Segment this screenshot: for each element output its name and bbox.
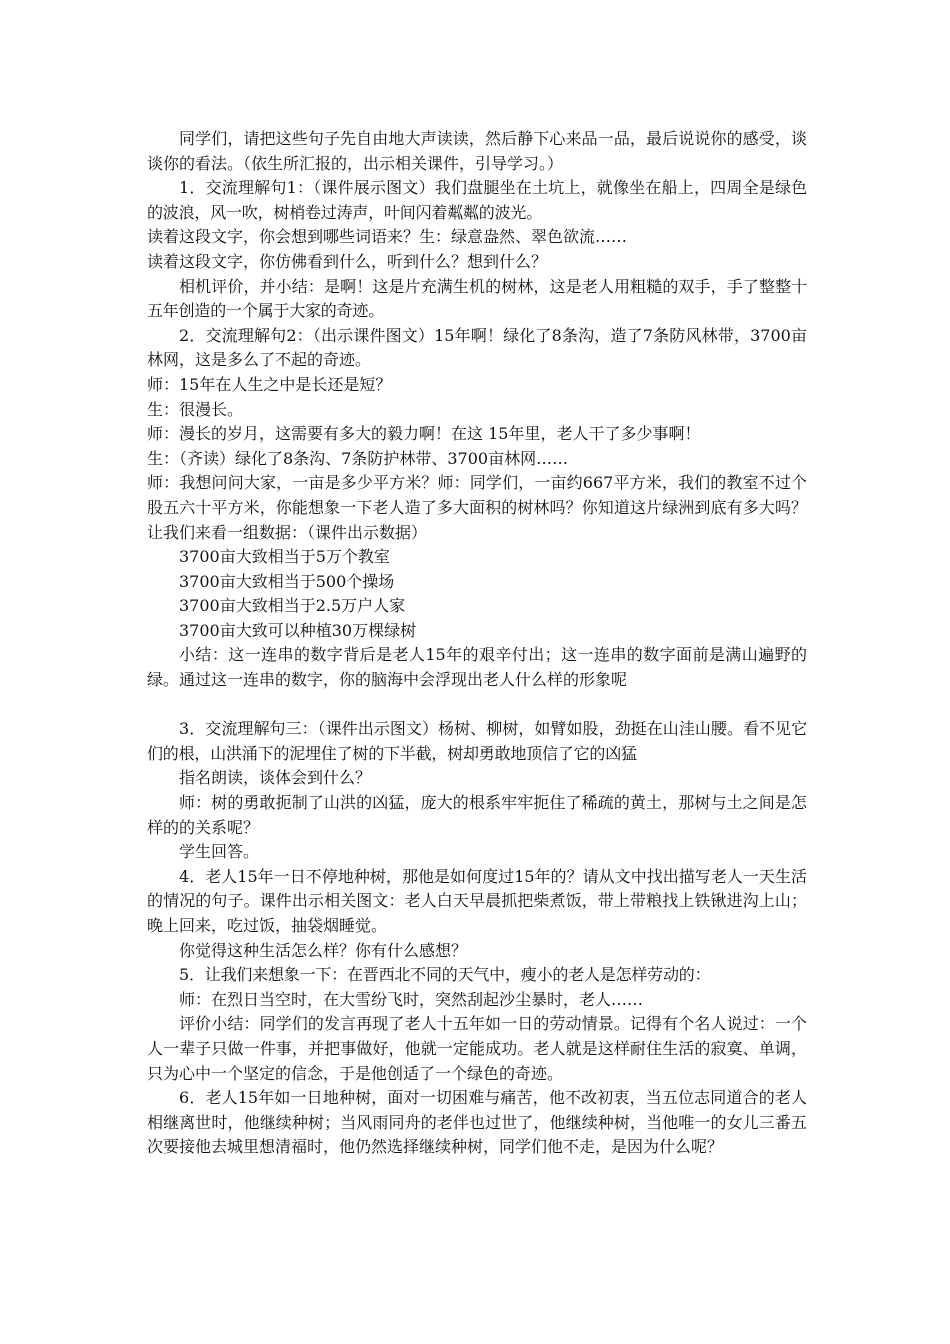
dialogue-student-1: 生：很漫长。 bbox=[147, 399, 244, 419]
paragraph-item-4: 4．老人15年一日不停地种树，那他是如何度过15年的？请从文中找出描写老人一天生活的情况的句子。课件出示相关图文：老人白天早晨抓把柴煮饭，带上带粮找上铁锹进沟上山；晚上回来，吃过饭，抽袋烟睡觉。 bbox=[147, 866, 807, 935]
dialogue-teacher-3: 师：我想问问大家，一亩是多少平方米？师：同学们，一亩约667平方米，我们的教室不过个股五六十平方米，你能想象一下老人造了多大面积的树林吗？你知道这片绿洲到底有多大吗？让我们来看一组数据：（课件出示数据） bbox=[147, 473, 807, 542]
paragraph-sentence-2: 2．交流理解句2：（出示课件图文）15年啊！绿化了8条沟，造了7条防风林带，3700亩林网，这是多么了不起的奇迹。 bbox=[147, 325, 807, 370]
paragraph-summary-1: 相机评价，并小结：是啊！这是片充满生机的树林，这是老人用粗糙的双手，手了整整十五年创造的一个属于大家的奇迹。 bbox=[147, 276, 807, 321]
paragraph-words-prompt: 读着这段文字，你会想到哪些词语来？生：绿意盎然、翠色欲流…… bbox=[147, 227, 628, 247]
paragraph-summary-2: 小结：这一连串的数字背后是老人15年的艰辛付出；这一连串的数字面前是满山遍野的绿。通过这一连串的数字，你的脑海中会浮现出老人什么样的形象呢 bbox=[147, 645, 807, 690]
data-item-playgrounds: 3700亩大致相当于500个操场 bbox=[179, 571, 395, 591]
paragraph-imagine-prompt: 读着这段文字，你仿佛看到什么，听到什么？想到什么？ bbox=[147, 251, 548, 271]
paragraph-item-5: 5．让我们来想象一下：在晋西北不同的天气中，瘦小的老人是怎样劳动的： bbox=[179, 965, 711, 985]
paragraph-student-answer: 学生回答。 bbox=[179, 842, 260, 862]
paragraph-feelings: 你觉得这种生活怎么样？你有什么感想？ bbox=[179, 940, 468, 960]
data-item-households: 3700亩大致相当于2.5万户人家 bbox=[179, 596, 406, 616]
paragraph-evaluation: 评价小结：同学们的发言再现了老人十五年如一日的劳动情景。记得有个名人说过：一个人一辈子只做一件事，并把事做好，他就一定能成功。老人就是这样耐住生活的寂寞、单调，只为心中一个坚定的信念，于是他创适了一个绿色的奇迹。 bbox=[147, 1014, 807, 1083]
paragraph-teacher-weather: 师：在烈日当空时，在大雪纷飞时，突然刮起沙尘暴时，老人…… bbox=[179, 989, 644, 1009]
paragraph-intro: 同学们，请把这些句子先自由地大声读读，然后静下心来品一品，最后说说你的感受，谈谈你的看法。（依生所汇报的，出示相关课件，引导学习。） bbox=[147, 129, 807, 173]
data-item-classrooms: 3700亩大致相当于5万个教室 bbox=[179, 547, 390, 567]
blank-line bbox=[147, 693, 807, 718]
paragraph-sentence-3: 3．交流理解句三：（课件出示图文）杨树、柳树，如臂如股，劲挺在山洼山腰。看不见它们的根，山洪涌下的泥埋住了树的下半截，树却勇敢地顶信了它的凶猛 bbox=[147, 719, 807, 763]
document-body bbox=[147, 127, 807, 1160]
data-item-trees: 3700亩大致可以种植30万棵绿树 bbox=[179, 620, 417, 640]
paragraph-sentence-1: 1．交流理解句1：（课件展示图文）我们盘腿坐在土坑上，就像坐在船上，四周全是绿色的波浪，风一吹，树梢卷过涛声，叶间闪着粼粼的波光。 bbox=[147, 178, 807, 222]
dialogue-teacher-1: 师：15年在人生之中是长还是短？ bbox=[147, 374, 392, 394]
dialogue-teacher-2: 师：漫长的岁月，这需要有多大的毅力啊！在这 15年里，老人干了多少事啊！ bbox=[147, 424, 701, 444]
dialogue-student-2: 生：（齐读）绿化了8条沟、7条防护林带、3700亩林网…… bbox=[147, 448, 569, 468]
paragraph-read-aloud: 指名朗读，谈体会到什么？ bbox=[179, 768, 372, 788]
paragraph-teacher-question: 师：树的勇敢扼制了山洪的凶猛，庞大的根系牢牢扼住了稀疏的黄土，那树与土之间是怎样的的关系呢？ bbox=[147, 793, 807, 837]
paragraph-item-6: 6．老人15年如一日地种树，面对一切困难与痛苦，他不改初衷，当五位志同道合的老人相继离世时，他继续种树；当风雨同舟的老伴也过世了，他继续种树，当他唯一的女儿三番五次要接他去城里想清福时，他仍然选择继续种树，同学们他不走，是因为什么呢？ bbox=[147, 1088, 807, 1157]
